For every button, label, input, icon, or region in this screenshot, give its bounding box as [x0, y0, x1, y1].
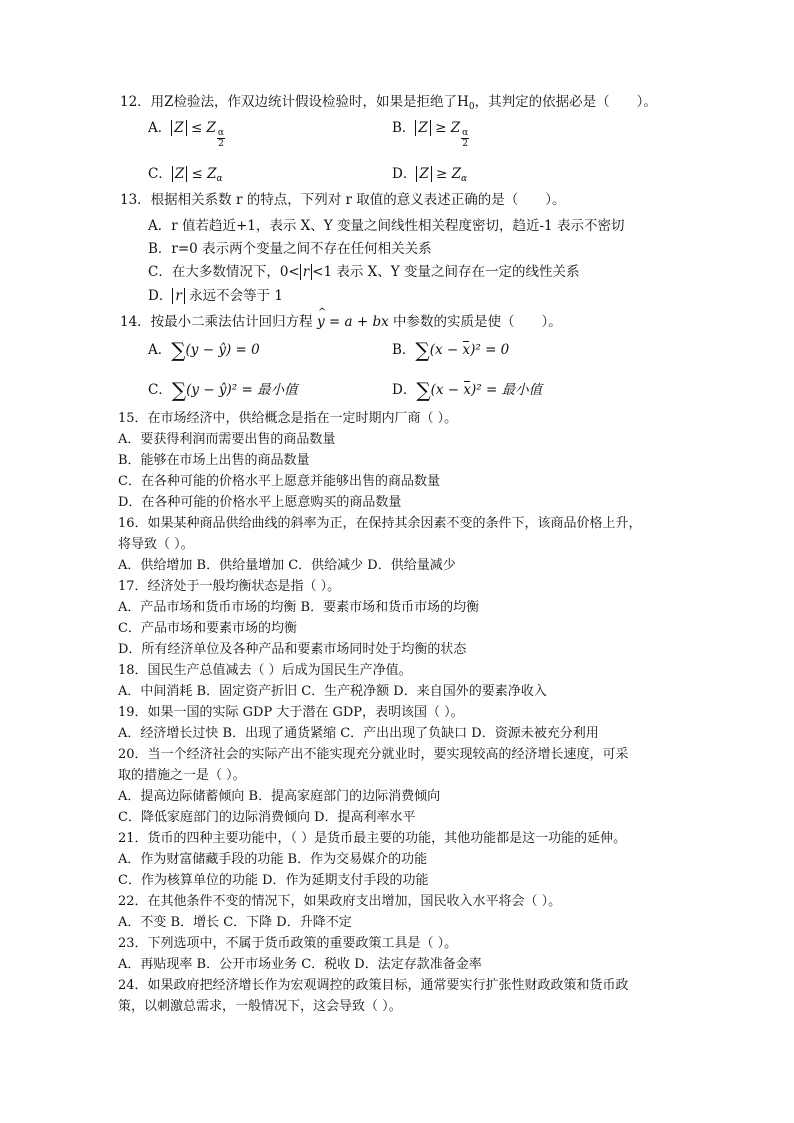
- line-q16-stem-cont: 将导致（ ）。: [118, 537, 194, 552]
- line-q20-cd: C．降低家庭部门的边际消费倾向 D．提高利率水平: [118, 810, 416, 825]
- line-q19-stem: 19．如果一国的实际 GDP 大于潜在 GDP，表明该国（ ）。: [118, 705, 464, 720]
- line-q17-c: C．产品市场和要素市场的均衡: [118, 621, 297, 636]
- question-13-option-a: A．r 值若趋近+1，表示 X、Y 变量之间线性相关程度密切，趋近-1 表示不密切: [148, 218, 625, 234]
- line-q20-ab: A．提高边际储蓄倾向 B．提高家庭部门的边际消费倾向: [118, 789, 441, 804]
- question-12-option-d: D． $Z \ge Z_\alpha$: [392, 166, 468, 184]
- line-q16-stem: 16．如果某种商品供给曲线的斜率为正，在保持其余因素不变的条件下，该商品价格上升，: [118, 516, 642, 531]
- line-q18-stem: 18．国民生产总值减去（ ）后成为国民生产净值。: [118, 663, 412, 678]
- question-14-option-d: D．∑(x − x)² = 最小值: [392, 378, 543, 402]
- line-q21-stem: 21．货币的四种主要功能中，（ ）是货币最主要的功能，其他功能都是这一功能的延伸。: [118, 831, 627, 846]
- question-12-stem: 12．用Z检验法，作双边统计假设检验时，如果是拒绝了$H_0$，其判定的依据必是（ ）。: [120, 94, 657, 112]
- line-q23-stem: 23．下列选项中，不属于货币政策的重要政策工具是（ ）。: [118, 936, 458, 951]
- line-q15-c: C．在各种可能的价格水平上愿意并能够出售的商品数量: [118, 474, 440, 489]
- line-q17-stem: 17．经济处于一般均衡状态是指（ ）。: [118, 579, 341, 594]
- line-q22-stem: 22．在其他条件不变的情况下，如果政府支出增加，国民收入水平将会（ ）。: [118, 894, 562, 909]
- line-q15-a: A．要获得利润而需要出售的商品数量: [118, 432, 336, 447]
- question-12-option-a: A． Z ≤ Z $\frac{\alpha}{2}$: [148, 120, 224, 149]
- line-q18-options: A．中间消耗 B．固定资产折旧 C．生产税净额 D．来自国外的要素净收入: [118, 684, 547, 699]
- question-14-option-b: B．∑(x − x)² = 0: [392, 338, 510, 362]
- line-q15-stem: 15．在市场经济中，供给概念是指在一定时期内厂商（ ）。: [118, 411, 458, 426]
- line-q21-cd: C．作为核算单位的功能 D．作为延期支付手段的功能: [118, 873, 429, 888]
- line-q16-options: A．供给增加 B．供给量增加 C．供给减少 D．供给量减少: [118, 558, 456, 573]
- question-14-option-c: C．∑(y − ŷ)² = 最小值: [148, 378, 298, 402]
- line-q23-options: A．再贴现率 B．公开市场业务 C．税收 D．法定存款准备金率: [118, 957, 482, 972]
- line-q19-options: A．经济增长过快 B．出现了通货紧缩 C．产出出现了负缺口 D．资源未被充分利用: [118, 726, 599, 741]
- line-q24-stem: 24．如果政府把经济增长作为宏观调控的政策目标，通常要实行扩张性财政政策和货币政: [118, 978, 629, 993]
- question-14-stem: 14．按最小二乘法估计回归方程 ^ y = a + bx 中参数的实质是使（ ）。: [120, 312, 562, 332]
- line-q15-b: B．能够在市场上出售的商品数量: [118, 453, 310, 468]
- line-q20-stem-cont: 取的措施之一是（ ）。: [118, 768, 246, 783]
- question-12-option-c: C． $Z \le Z_\alpha$: [148, 166, 223, 184]
- line-q22-options: A．不变 B．增长 C．下降 D．升降不定: [118, 915, 352, 930]
- question-14-option-a: A．∑(y − ŷ) = 0: [148, 338, 260, 362]
- scanned-question-block: [108, 88, 657, 406]
- line-q20-stem: 20．当一个经济社会的实际产出不能实现充分就业时，要实现较高的经济增长速度，可采: [118, 747, 629, 762]
- question-12-option-b: B． Z ≥ Z $\frac{\alpha}{2}$: [392, 120, 469, 149]
- line-q24-stem-cont: 策，以刺激总需求，一般情况下，这会导致（ ）。: [118, 999, 402, 1014]
- line-q15-d: D．在各种可能的价格水平上愿意购买的商品数量: [118, 495, 402, 510]
- question-13-option-b: B．r=0 表示两个变量之间不存在任何相关关系: [148, 241, 432, 257]
- line-q17-ab: A．产品市场和货币市场的均衡 B．要素市场和货币市场的均衡: [118, 600, 480, 615]
- line-q21-ab: A．作为财富储藏手段的功能 B．作为交易媒介的功能: [118, 852, 428, 867]
- line-q17-d: D．所有经济单位及各种产品和要素市场同时处于均衡的状态: [118, 642, 467, 657]
- question-13-stem: 13．根据相关系数 r 的特点，下列对 r 取值的意义表述正确的是（ ）。: [120, 192, 566, 208]
- question-13-option-c: C．在大多数情况下，0< r <1 表示 X、Y 变量之间存在一定的线性关系: [148, 264, 580, 280]
- question-13-option-d: D． r 永远不会等于 1: [148, 288, 283, 304]
